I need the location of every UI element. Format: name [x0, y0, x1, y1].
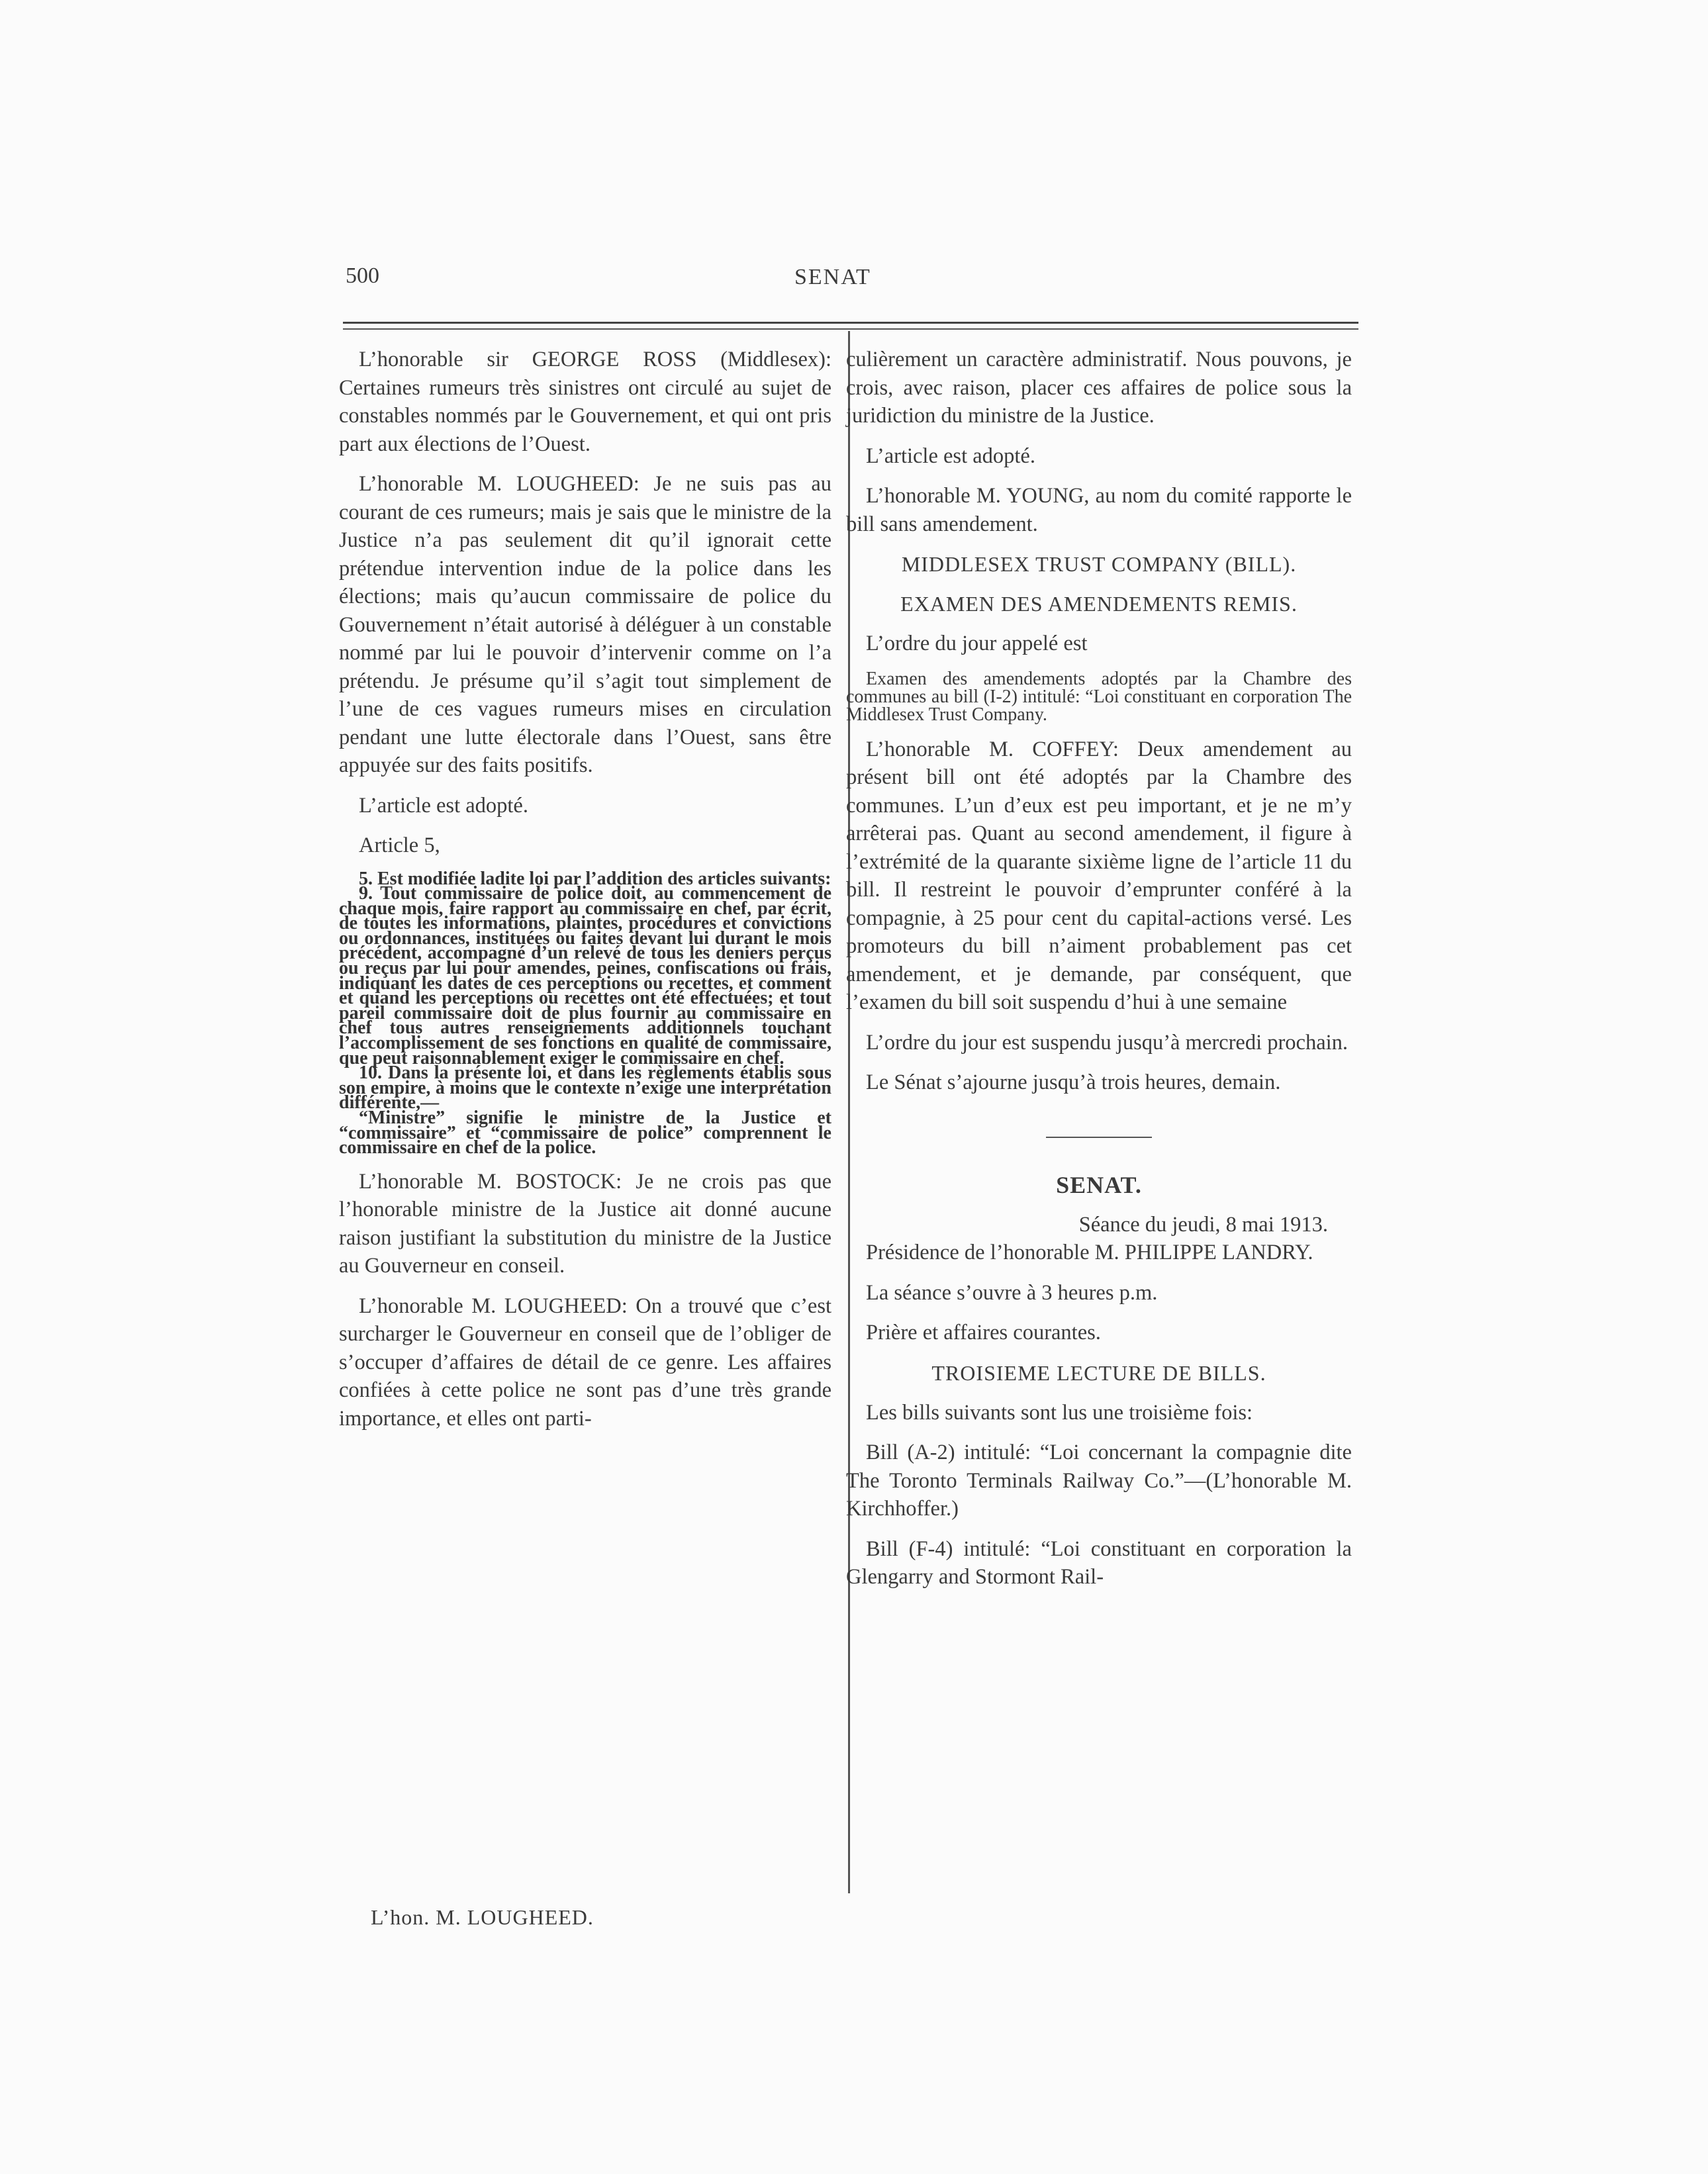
- session-date: Séance du jeudi, 8 mai 1913.: [1078, 1212, 1328, 1237]
- header-rule-secondary: [343, 328, 1358, 330]
- paragraph: L’honorable sir GEORGE ROSS (Middlesex): Certaines rumeurs très sinistres ont circulé au sujet de constables nommés par le Gouvernement, et qui ont pris part aux élections de l’Ouest.: [339, 348, 831, 456]
- paragraph: L’ordre du jour est suspendu jusqu’à mercredi prochain.: [866, 1030, 1349, 1055]
- paragraph: L’honorable M. YOUNG, au nom du comité rapporte le bill sans amendement.: [846, 484, 1352, 536]
- paragraph: Article 5,: [359, 833, 440, 857]
- statute-text: 10. Dans la présente loi, et dans les règlements établis sous son empire, à moins que le contexte n’exige une interprétation différente,—: [339, 1063, 831, 1113]
- paragraph: La séance s’ouvre à 3 heures p.m.: [866, 1280, 1158, 1305]
- section-separator: [1046, 1137, 1152, 1138]
- paragraph: Les bills suivants sont lus une troisième fois:: [866, 1400, 1253, 1425]
- paragraph: L’honorable M. COFFEY: Deux amendement au présent bill ont été adoptés par la Chambre des communes. L’un d’eux est peu important, et je ne m’y arrêterai pas. Quant au second amendement, il figure à l’extrémité de la quarante sixième ligne de l’article 11 du bill. Il restreint le pouvoir d’emprunter conféré à la compagnie, à 25 pour cent du capital-actions versé. Les promoteurs du bill n’aiment probablement pas cet amendement, et je demande, par conséquent, que l’examen du bill soit suspendu d’hui à une semaine: [846, 737, 1352, 1014]
- left-column: [339, 346, 831, 1433]
- session-heading: SENAT.: [1056, 1171, 1142, 1198]
- paragraph: Présidence de l’honorable M. PHILIPPE LANDRY.: [866, 1241, 1313, 1264]
- header-rule: [343, 322, 1358, 324]
- paragraph: L’ordre du jour appelé est: [866, 632, 1088, 655]
- paragraph: L’article est adopté.: [359, 793, 528, 818]
- paragraph: Le Sénat s’ajourne jusqu’à trois heures, demain.: [866, 1070, 1281, 1094]
- page-number: 500: [346, 263, 379, 288]
- paragraph: Prière et affaires courantes.: [866, 1321, 1101, 1345]
- running-head: SENAT: [794, 265, 871, 289]
- paragraph: Bill (A-2) intitulé: “Loi concernant la compagnie dite The Toronto Terminals Railway Co.”—(L’honorable M. Kirchhoffer.): [846, 1441, 1352, 1521]
- statute-text: 9. Tout commissaire de police doit, au commencement de chaque mois, faire rapport au commissaire en chef, par écrit, de toutes les informations, plaintes, procédures et convictions ou ordonnances, instituées ou faites devant lui durant le mois précédent, accompagné d’un relevé de tous les deniers perçus ou reçus par lui pour amendes, peines, confiscations ou frais, indiquant les dates de ces perceptions ou recettes, et comment et quand les perceptions ou recettes ont été effectuées; et tout pareil commissaire doit de plus fournir au commissaire en chef tous autres renseignements additionnels touchant l’accomplissement de ses fonctions en qualité de commissaire, que peut raisonnablement exiger le commissaire en chef.: [339, 883, 831, 1068]
- paragraph: L’article est adopté.: [866, 444, 1035, 468]
- catchword-footer: L’hon. M. LOUGHEED.: [371, 1905, 594, 1929]
- section-subheading: EXAMEN DES AMENDEMENTS REMIS.: [900, 592, 1298, 616]
- statute-text: 5. Est modifiée ladite loi par l’addition des articles suivants:: [359, 868, 831, 889]
- section-heading: MIDDLESEX TRUST COMPANY (BILL).: [901, 552, 1297, 576]
- paragraph: L’honorable M. LOUGHEED: On a trouvé que c’est surcharger le Gouverneur en conseil que de l’obliger de s’occuper d’affaires de détail de ce genre. Les affaires confiées à cette police ne sont pas d’une très grande importance, et elles ont parti-: [339, 1294, 831, 1431]
- section-heading: TROISIEME LECTURE DE BILLS.: [931, 1360, 1266, 1385]
- paragraph: L’honorable M. LOUGHEED: Je ne suis pas au courant de ces rumeurs; mais je sais que le ministre de la Justice n’a pas seulement dit qu’il ignorait cette prétendue intervention indue de la police dans les élections; mais qu’aucun commissaire de police du Gouvernement n’était autorisé à déléguer à un constable nommé par lui le pouvoir d’intervenir comme on l’a prétendu. Je présume qu’il s’agit tout simplement de l’une de ces vagues rumeurs mises en circulation pendant une lutte électorale dans l’Ouest, sans être appuyée sur des faits positifs.: [339, 472, 831, 777]
- paragraph: culièrement un caractère administratif. Nous pouvons, je crois, avec raison, placer ces affaires de police sous la juridiction du ministre de la Justice.: [846, 348, 1352, 428]
- statute-text: “Ministre” signifie le ministre de la Justice et “commissaire” et “commissaire de police” comprennent le commissaire en chef de la police.: [339, 1108, 831, 1158]
- paragraph: Bill (F-4) intitulé: “Loi constituant en corporation la Glengarry and Stormont Rail-: [846, 1536, 1352, 1589]
- paragraph: L’honorable M. BOSTOCK: Je ne crois pas que l’honorable ministre de la Justice ait donné aucune raison justifiant la substitution du ministre de la Justice au Gouverneur en conseil.: [339, 1169, 831, 1278]
- right-column: [846, 346, 1352, 1591]
- order-of-day-text: Examen des amendements adoptés par la Chambre des communes au bill (I-2) intitulé: “Loi constituant en corporation The Middlesex Trust Company.: [846, 668, 1352, 725]
